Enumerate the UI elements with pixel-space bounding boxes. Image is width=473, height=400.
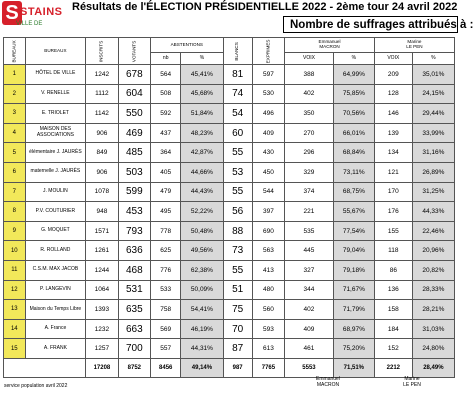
lepen-voix-cell: 176 [374,202,412,222]
abst-pct-cell: 42,87% [181,143,223,163]
lepen-voix-cell: 136 [374,280,412,300]
lepen-voix-cell: 158 [374,300,412,320]
abst-pct-cell: 62,38% [181,260,223,280]
header-num: BUREAUX [4,38,26,65]
blancs-cell: 60 [223,123,252,143]
lepen-voix-cell: 134 [374,143,412,163]
exprimes-cell: 593 [252,319,284,339]
abst-pct-cell: 44,43% [181,182,223,202]
abst-pct-cell: 49,56% [181,241,223,261]
bureau-name: P.V. COUTURIER [25,202,86,222]
blancs-cell: 51 [223,280,252,300]
header-macron: Emmanuel MACRON [285,38,375,53]
abst-nb-cell: 364 [151,143,181,163]
votants-cell: 678 [118,65,150,85]
macron-voix-cell: 445 [285,241,334,261]
lepen-voix-cell: 139 [374,123,412,143]
total-blancs-cell: 987 [223,358,252,377]
abst-pct-cell: 52,22% [181,202,223,222]
macron-voix-cell: 221 [285,202,334,222]
total-lepen-pct-cell: 28,49% [412,358,454,377]
blancs-cell: 88 [223,221,252,241]
footer-macron: Emmanuel MACRON [316,376,340,388]
macron-pct-cell: 68,97% [333,319,374,339]
abst-nb-cell: 557 [151,339,181,359]
votants-cell: 599 [118,182,150,202]
lepen-pct-cell: 28,21% [412,300,454,320]
bureau-name: V. RENELLE [25,84,86,104]
footer-lepen: Marine LE PEN [403,376,421,388]
results-table [3,37,455,378]
exprimes-cell: 613 [252,339,284,359]
footer-service: service population avril 2022 [4,383,68,389]
bureau-name: maternelle J. JAURÈS [25,162,86,182]
blancs-cell: 55 [223,182,252,202]
bureau-name: P. LANGEVIN [25,280,86,300]
macron-voix-cell: 461 [285,339,334,359]
table-row [4,104,455,124]
lepen-voix-cell: 118 [374,241,412,261]
table-row [4,202,455,222]
total-macron-voix-cell: 5553 [285,358,334,377]
abst-nb-cell: 405 [151,162,181,182]
inscrits-cell: 1078 [86,182,118,202]
inscrits-cell: 948 [86,202,118,222]
row-number: 4 [4,123,26,143]
table-row [4,241,455,261]
lepen-voix-cell: 128 [374,84,412,104]
macron-voix-cell: 329 [285,162,334,182]
lepen-pct-cell: 31,03% [412,319,454,339]
row-number: 14 [4,319,26,339]
macron-pct-cell: 55,67% [333,202,374,222]
header-lepen-voix: VOIX [374,53,412,65]
lepen-pct-cell: 31,25% [412,182,454,202]
lepen-voix-cell: 146 [374,104,412,124]
bureau-name: MAISON DES ASSOCIATIONS [25,123,86,143]
votants-cell: 550 [118,104,150,124]
exprimes-cell: 397 [252,202,284,222]
abst-pct-cell: 44,66% [181,162,223,182]
header-abst-nb: nb [151,53,181,65]
row-number: 7 [4,182,26,202]
abst-pct-cell: 45,41% [181,65,223,85]
lepen-pct-cell: 22,46% [412,221,454,241]
abst-nb-cell: 508 [151,84,181,104]
exprimes-cell: 690 [252,221,284,241]
header-abstentions: ABSTENTIONS [151,38,223,53]
exprimes-cell: 413 [252,260,284,280]
lepen-voix-cell: 152 [374,339,412,359]
blancs-cell: 75 [223,300,252,320]
abst-nb-cell: 533 [151,280,181,300]
inscrits-cell: 1232 [86,319,118,339]
macron-voix-cell: 344 [285,280,334,300]
header-abst-pct: % [181,53,223,65]
lepen-voix-cell: 86 [374,260,412,280]
macron-pct-cell: 64,99% [333,65,374,85]
inscrits-cell: 906 [86,162,118,182]
bureau-name: J. MOULIN [25,182,86,202]
lepen-voix-cell: 170 [374,182,412,202]
macron-voix-cell: 402 [285,300,334,320]
totals-row [4,358,455,377]
inscrits-cell: 906 [86,123,118,143]
exprimes-cell: 560 [252,300,284,320]
votants-cell: 453 [118,202,150,222]
lepen-pct-cell: 31,16% [412,143,454,163]
table-row [4,339,455,359]
inscrits-cell: 1244 [86,260,118,280]
abst-pct-cell: 50,48% [181,221,223,241]
table-row [4,65,455,85]
bureau-name: G. MOQUET [25,221,86,241]
inscrits-cell: 1242 [86,65,118,85]
table-row [4,280,455,300]
bureau-name: HÔTEL DE VILLE [25,65,86,85]
lepen-pct-cell: 29,44% [412,104,454,124]
macron-pct-cell: 68,75% [333,182,374,202]
lepen-pct-cell: 33,99% [412,123,454,143]
row-number: 6 [4,162,26,182]
macron-voix-cell: 296 [285,143,334,163]
bureau-name: élémentaire J. JAURÈS [25,143,86,163]
exprimes-cell: 563 [252,241,284,261]
abst-nb-cell: 569 [151,319,181,339]
total-votants-cell: 8752 [118,358,150,377]
inscrits-cell: 1261 [86,241,118,261]
abst-nb-cell: 776 [151,260,181,280]
lepen-pct-cell: 20,82% [412,260,454,280]
suffrages-title: Nombre de suffrages attribués à : [283,16,458,33]
logo-sub: VILLE DE [16,21,43,27]
macron-pct-cell: 70,56% [333,104,374,124]
lepen-voix-cell: 155 [374,221,412,241]
row-number: 12 [4,280,26,300]
row-number: 11 [4,260,26,280]
exprimes-cell: 450 [252,162,284,182]
blancs-cell: 55 [223,143,252,163]
row-number: 2 [4,84,26,104]
votants-cell: 793 [118,221,150,241]
abst-nb-cell: 758 [151,300,181,320]
bureau-name: A. France [25,319,86,339]
row-number: 5 [4,143,26,163]
macron-pct-cell: 79,04% [333,241,374,261]
inscrits-cell: 1142 [86,104,118,124]
table-row [4,143,455,163]
macron-pct-cell: 77,54% [333,221,374,241]
lepen-pct-cell: 26,89% [412,162,454,182]
exprimes-cell: 480 [252,280,284,300]
header-votants: VOTANTS [118,38,150,65]
bureau-name: A. FRANK [25,339,86,359]
abst-nb-cell: 479 [151,182,181,202]
abst-pct-cell: 50,09% [181,280,223,300]
header-macron-pct: % [333,53,374,65]
total-exprimes-cell: 7765 [252,358,284,377]
total-abst-nb-cell: 8456 [151,358,181,377]
blancs-cell: 55 [223,260,252,280]
total-macron-pct-cell: 71,51% [333,358,374,377]
inscrits-cell: 1257 [86,339,118,359]
results-body [4,65,455,378]
abst-pct-cell: 48,23% [181,123,223,143]
macron-pct-cell: 71,79% [333,300,374,320]
header-exprimes: EXPRIMES [252,38,284,65]
abst-pct-cell: 46,19% [181,319,223,339]
total-inscrits-cell: 17208 [86,358,118,377]
blancs-cell: 81 [223,65,252,85]
total-abst-pct-cell: 49,14% [181,358,223,377]
row-number: 15 [4,339,26,359]
votants-cell: 604 [118,84,150,104]
blancs-cell: 53 [223,162,252,182]
abst-nb-cell: 592 [151,104,181,124]
macron-voix-cell: 374 [285,182,334,202]
exprimes-cell: 544 [252,182,284,202]
table-row [4,221,455,241]
abst-nb-cell: 437 [151,123,181,143]
logo-letter: S [2,1,22,25]
votants-cell: 468 [118,260,150,280]
table-row [4,162,455,182]
votants-cell: 700 [118,339,150,359]
lepen-pct-cell: 44,33% [412,202,454,222]
header-lepen: Marine LE PEN [374,38,454,53]
macron-pct-cell: 75,20% [333,339,374,359]
table-row [4,84,455,104]
row-number: 1 [4,65,26,85]
macron-voix-cell: 270 [285,123,334,143]
total-lepen-voix-cell: 2212 [374,358,412,377]
votants-cell: 635 [118,300,150,320]
table-row [4,182,455,202]
row-number: 10 [4,241,26,261]
lepen-pct-cell: 28,33% [412,280,454,300]
abst-pct-cell: 54,41% [181,300,223,320]
page-title: Résultats de l'ÉLECTION PRÉSIDENTIELLE 2022 - 2ème tour 24 avril 2022 [72,1,458,13]
inscrits-cell: 1571 [86,221,118,241]
votants-cell: 531 [118,280,150,300]
header-lepen-pct: % [412,53,454,65]
macron-voix-cell: 409 [285,319,334,339]
abst-pct-cell: 45,68% [181,84,223,104]
header-macron-voix: VOIX [285,53,334,65]
row-number: 8 [4,202,26,222]
lepen-voix-cell: 209 [374,65,412,85]
inscrits-cell: 1064 [86,280,118,300]
exprimes-cell: 530 [252,84,284,104]
macron-pct-cell: 66,01% [333,123,374,143]
macron-pct-cell: 75,85% [333,84,374,104]
lepen-voix-cell: 121 [374,162,412,182]
stains-logo [0,0,63,30]
inscrits-cell: 1112 [86,84,118,104]
blancs-cell: 56 [223,202,252,222]
exprimes-cell: 597 [252,65,284,85]
macron-pct-cell: 73,11% [333,162,374,182]
bureau-name: C.S.M. MAX JACOB [25,260,86,280]
blancs-cell: 54 [223,104,252,124]
votants-cell: 503 [118,162,150,182]
inscrits-cell: 1393 [86,300,118,320]
abst-pct-cell: 44,31% [181,339,223,359]
abst-nb-cell: 495 [151,202,181,222]
abst-nb-cell: 564 [151,65,181,85]
exprimes-cell: 409 [252,123,284,143]
abst-nb-cell: 778 [151,221,181,241]
table-row [4,123,455,143]
macron-voix-cell: 327 [285,260,334,280]
votants-cell: 636 [118,241,150,261]
bureau-name: R. ROLLAND [25,241,86,261]
blancs-cell: 73 [223,241,252,261]
macron-voix-cell: 388 [285,65,334,85]
exprimes-cell: 496 [252,104,284,124]
row-number: 3 [4,104,26,124]
lepen-pct-cell: 24,15% [412,84,454,104]
blancs-cell: 70 [223,319,252,339]
lepen-voix-cell: 184 [374,319,412,339]
votants-cell: 469 [118,123,150,143]
row-number: 9 [4,221,26,241]
votants-cell: 663 [118,319,150,339]
header-blancs: BLANCS [223,38,252,65]
row-number: 13 [4,300,26,320]
inscrits-cell: 849 [86,143,118,163]
macron-pct-cell: 68,84% [333,143,374,163]
macron-voix-cell: 350 [285,104,334,124]
lepen-pct-cell: 24,80% [412,339,454,359]
blancs-cell: 87 [223,339,252,359]
macron-voix-cell: 402 [285,84,334,104]
bureau-name: E. TRIOLET [25,104,86,124]
votants-cell: 485 [118,143,150,163]
totals-label-cell [4,358,86,377]
table-row [4,300,455,320]
table-row [4,319,455,339]
exprimes-cell: 430 [252,143,284,163]
blancs-cell: 74 [223,84,252,104]
lepen-pct-cell: 35,01% [412,65,454,85]
header-inscrits: INSCRITS [86,38,118,65]
table-row [4,260,455,280]
bureau-name: Maison du Temps Libre [25,300,86,320]
lepen-pct-cell: 20,96% [412,241,454,261]
macron-pct-cell: 71,67% [333,280,374,300]
macron-voix-cell: 535 [285,221,334,241]
abst-pct-cell: 51,84% [181,104,223,124]
macron-pct-cell: 79,18% [333,260,374,280]
header-row [4,38,455,53]
header-bureau: BUREAUX [25,38,86,65]
logo-word: STAINS [20,6,63,18]
abst-nb-cell: 625 [151,241,181,261]
